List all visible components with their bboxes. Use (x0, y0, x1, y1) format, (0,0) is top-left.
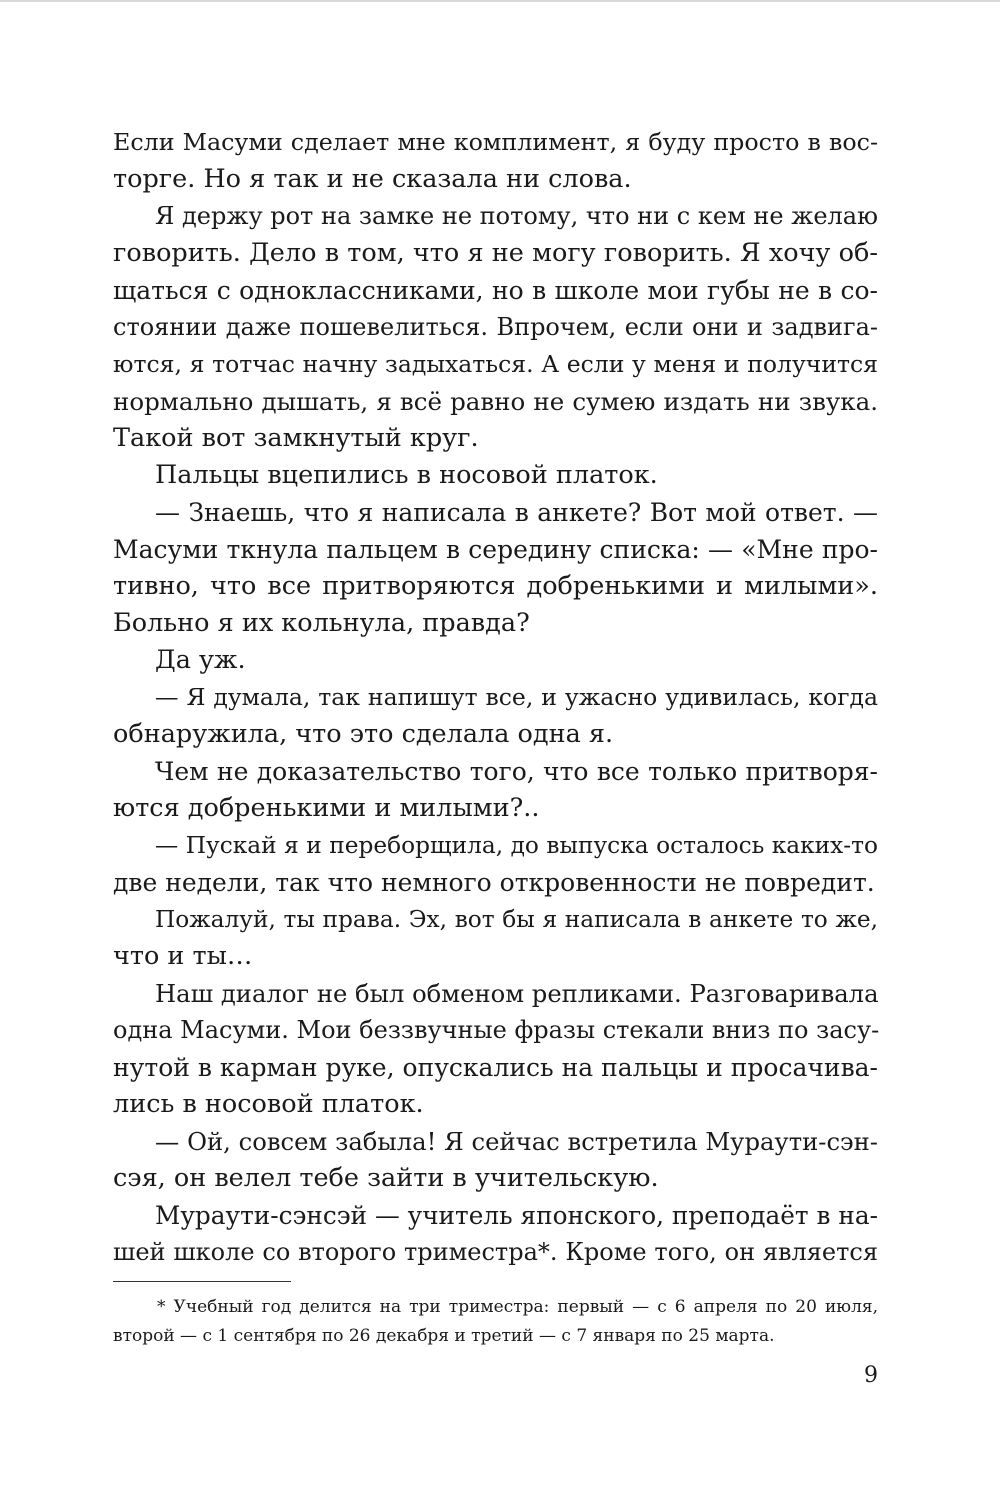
text-line: Да уж. (155, 645, 246, 675)
page-number: 9 (864, 1363, 878, 1388)
text-line: тивно, что все притворяются добренькими и милыми». (113, 571, 878, 601)
text-line: две недели, так что немного откровенности не повредит. (113, 868, 875, 897)
text-line: что и ты… (113, 941, 253, 971)
text-line: стоянии даже пошевелиться. Впрочем, если они и задвига- (113, 313, 878, 341)
footnote-line: * Учебный год делится на три триместра: первый — с 6 апреля по 20 июля, (157, 1297, 878, 1317)
text-line: — Я думала, так напишут все, и ужасно удивилась, когда (155, 683, 878, 711)
text-line: нормально дышать, я всё равно не сумею издать ни звука. (113, 387, 878, 416)
text-line: — Пускай я и переборщила, до выпуска осталось каких-то (155, 832, 878, 859)
text-line: Если Масуми сделает мне комплимент, я буду просто в вос- (113, 128, 878, 156)
text-line: ются, я тотчас начну задыхаться. А если у меня и получится (113, 350, 878, 378)
footnote-divider (113, 1281, 291, 1282)
text-line: одна Масуми. Мои беззвучные фразы стекали вниз по засу- (113, 1016, 880, 1044)
text-line: сэя, он велел тебе зайти в учительскую. (113, 1163, 659, 1193)
text-line: шей школе со второго триместра*. Кроме того, он является (113, 1238, 878, 1266)
footnote (113, 1293, 878, 1351)
text-line: Я держу рот на замке не потому, что ни с кем не желаю (155, 202, 878, 230)
text-line: обнаружила, что это сделала одна я. (113, 719, 614, 749)
text-line: Мураути-сэнсэй — учитель японского, преподаёт в на- (155, 1201, 878, 1230)
text-line: Пожалуй, ты права. Эх, вот бы я написала в анкете то же, (155, 906, 878, 933)
text-line: Больно я их кольнула, правда? (113, 608, 530, 638)
text-line: Наш диалог не был обменом репликами. Разговаривала (155, 979, 879, 1008)
text-line: лись в носовой платок. (113, 1089, 424, 1119)
text-line: — Ой, совсем забыла! Я сейчас встретила Мураути-сэн- (155, 1127, 878, 1156)
text-line: говорить. Дело в том, что я не могу говорить. Я хочу об- (113, 238, 878, 268)
page-top-edge (0, 0, 1000, 2)
text-line: Пальцы вцепились в носовой платок. (155, 460, 658, 490)
text-line: Такой вот замкнутый круг. (113, 423, 479, 453)
text-line: Масуми ткнула пальцем в середину списка: — «Мне про- (113, 535, 878, 564)
footnote-line: второй — с 1 сентября по 26 декабря и третий — с 7 января по 25 марта. (113, 1326, 775, 1346)
text-line: торге. Но я так и не сказала ни слова. (113, 164, 632, 194)
text-line: ются добренькими и милыми?.. (113, 793, 540, 823)
text-line: нутой в карман руке, опускались на пальцы и просачива- (113, 1053, 878, 1082)
text-line: — Знаешь, что я написала в анкете? Вот мой ответ. — (155, 498, 878, 527)
text-line: щаться с одноклассниками, но в школе мои губы не в со- (113, 276, 878, 305)
main-text (113, 124, 878, 1271)
text-line: Чем не доказательство того, что все только притворя- (155, 757, 878, 786)
